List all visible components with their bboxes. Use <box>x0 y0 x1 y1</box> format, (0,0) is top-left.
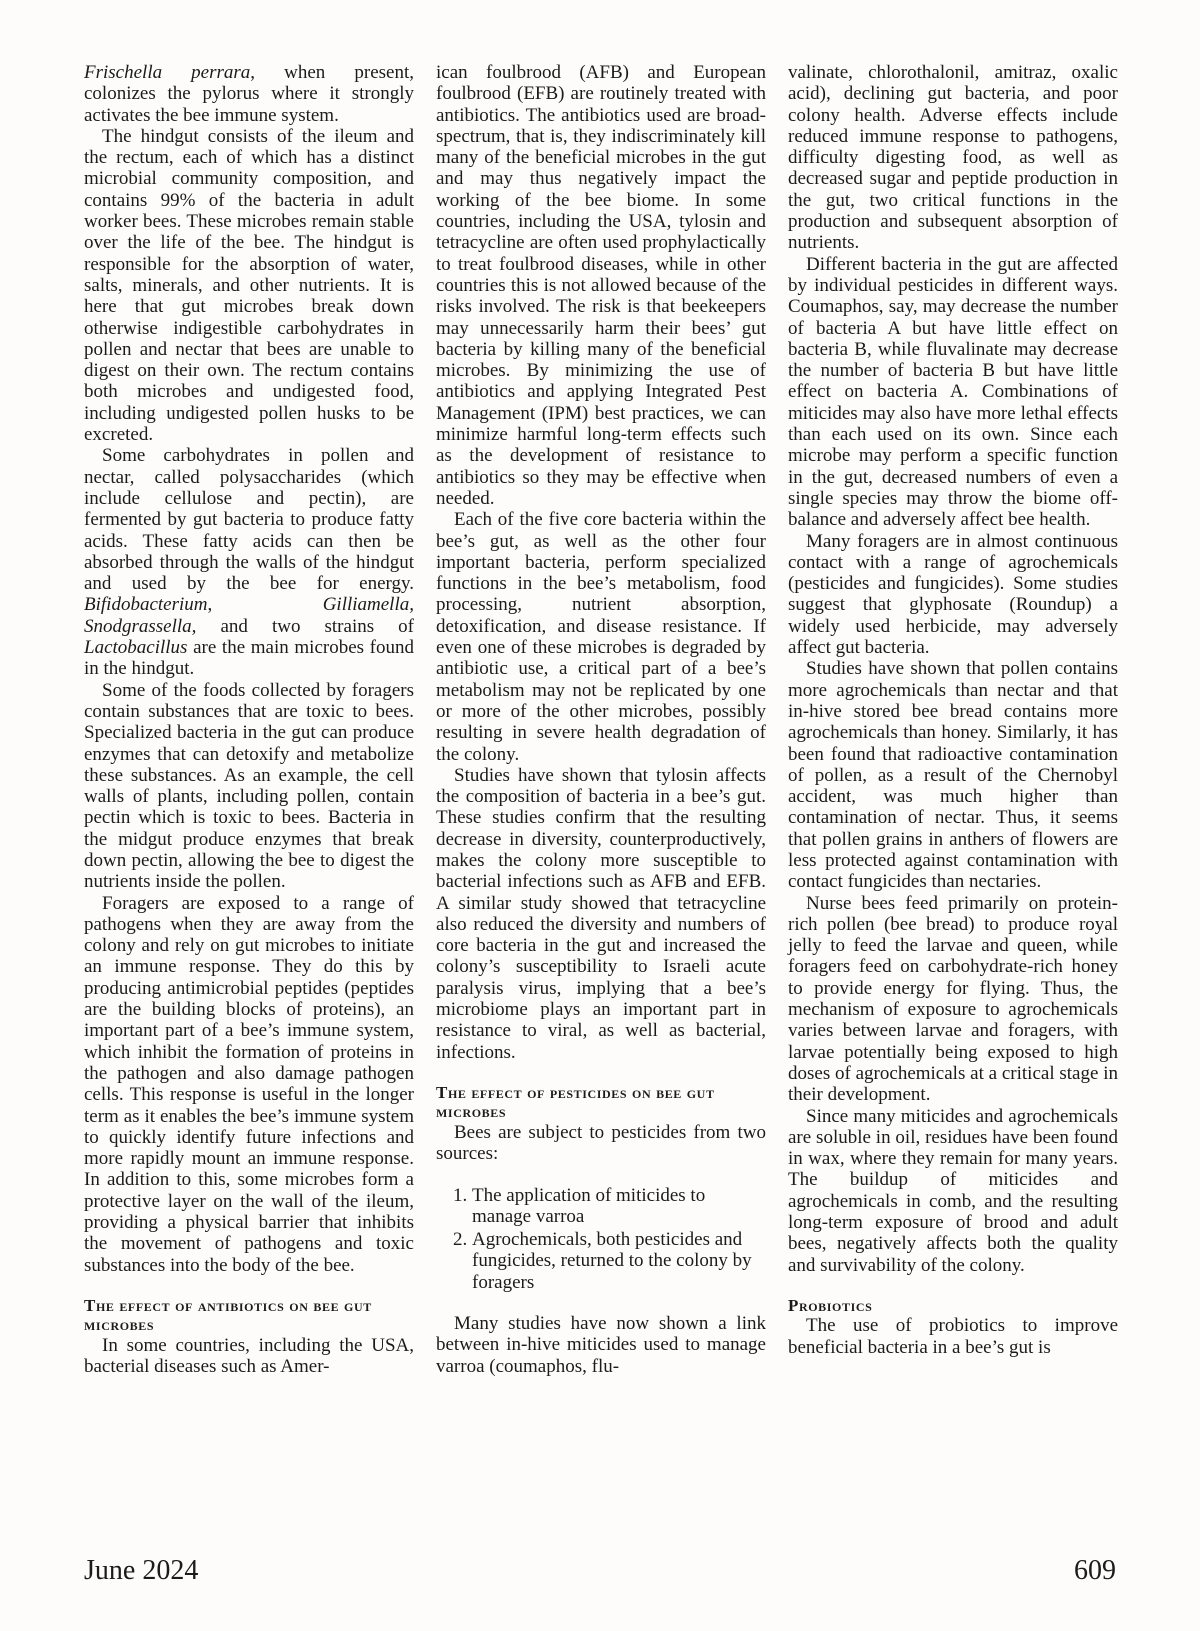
text-column-1 <box>84 62 414 1378</box>
paragraph: Studies have shown that tylosin affects the composition of bacteria in a bee’s gut. These studies confirm that the resulting decrease in diversity, counterproductively, makes the colony more susceptible to bacterial infections such as AFB and EFB. A similar study showed that tetracycline also reduced the diversity and numbers of core bacteria in the gut and increased the colony’s susceptibility to Israeli acute paralysis virus, implying that a bee’s microbiome plays an important part in resistance to viral, as well as bacterial, infections. <box>436 764 766 1063</box>
numbered-list <box>436 1185 766 1293</box>
list-item: 2. Agrochemicals, both pesticides and fungicides, returned to the colony by foragers <box>472 1229 766 1293</box>
paragraph: Nurse bees feed primarily on protein-rich pollen (bee bread) to produce royal jelly to feed the larvae and queen, while foragers feed on carbohydrate-rich honey to provide energy for flying. Thus, the mechanism of exposure to agrochemicals varies between larvae and foragers, with larvae potentially being exposed to high doses of agrochemicals at a critical stage in their development. <box>788 892 1118 1106</box>
issue-date: June 2024 <box>84 1555 199 1586</box>
section-heading-probiotics: Probiotics <box>788 1295 873 1315</box>
paragraph: Different bacteria in the gut are affected by individual pesticides in different ways. Coumaphos, say, may decrease the number of bacteria A but have little effect on bacteria B, while fluvalinate may decrease the number of bacteria B but have little effect on bacteria A. Combinations of miticides may also have more lethal effects than each used on its own. Since each microbe may perform a specific function in the gut, decreased numbers of even a single species may throw the biome off-balance and adversely affect bee health. <box>788 253 1118 531</box>
section-heading-pesticides: The effect of pesticides on bee gut microbes <box>436 1082 715 1122</box>
paragraph: Foragers are exposed to a range of pathogens when they are away from the colony and rely on gut microbes to initiate an immune response. They do this by producing antimicrobial peptides (peptides are the building blocks of proteins), an important part of a bee’s immune system, which inhibit the formation of proteins in the pathogen and also damage pathogen cells. This response is useful in the longer term as it enables the bee’s immune system to quickly identify future infections and more rapidly mount an immune response. In addition to this, some microbes form a protective layer on the wall of the ileum, providing a physical barrier that inhibits the movement of pathogens and toxic substances into the body of the bee. <box>84 892 414 1276</box>
paragraph: In some countries, including the USA, bacterial diseases such as Amer- <box>84 1334 414 1378</box>
paragraph: Many foragers are in almost continuous contact with a range of agrochemicals (pesticides and fungicides). Some studies suggest that glyphosate (Roundup) a widely used herbicide, may adversely affect gut bacteria. <box>788 530 1118 659</box>
species-name: Bifidobacterium <box>84 594 208 616</box>
paragraph: valinate, chlorothalonil, amitraz, oxalic acid), declining gut bacteria, and poor colony health. Adverse effects include reduced immune response to pathogens, difficulty digesting food, as well as decreased sugar and peptide production in the gut, two critical functions in the production and subsequent absorption of nutrients. <box>788 62 1118 254</box>
paragraph: Some carbohydrates in pollen and nectar, called polysaccharides (which include cellulose and pectin), are fermented by gut bacteria to produce fatty acids. These fatty acids can then be absorbed through the walls of the hindgut and used by the bee for energy. Bifidobacterium, Gilliamella, Snodgrassella, and two strains of Lactobacillus are the main microbes found in the hindgut. <box>84 445 414 680</box>
paragraph: The use of probiotics to improve beneficial bacteria in a bee’s gut is <box>788 1315 1118 1358</box>
paragraph: Frischella perrara, when present, colonizes the pylorus where it strongly activates the bee immune system. <box>84 62 414 126</box>
list-item: 1. The application of miticides to manage varroa <box>472 1185 766 1228</box>
page-number: 609 <box>1074 1555 1116 1586</box>
species-name: Frischella perrara <box>84 62 251 83</box>
paragraph: Many studies have now shown a link between in-hive miticides used to manage varroa (coumaphos, flu- <box>436 1313 766 1377</box>
species-name: Gilliamella, Snodgrassella, <box>84 594 414 637</box>
paragraph: Bees are subject to pesticides from two sources: <box>436 1121 766 1165</box>
paragraph: ican foulbrood (AFB) and European foulbrood (EFB) are routinely treated with antibiotics. The antibiotics used are broad-spectrum, that is, they indiscriminately kill many of the beneficial microbes in the gut and may thus negatively impact the working of the bee biome. In some countries, including the USA, tylosin and tetracycline are often used prophylactically to treat foulbrood diseases, while in other countries this is not allowed because of the risks involved. The risk is that beekeepers may unnecessarily harm their bees’ gut bacteria by killing many of the beneficial microbes. By minimizing the use of antibiotics and applying Integrated Pest Management (IPM) best practices, we can minimize harmful long-term effects such as the development of resistance to antibiotics so they may be effective when needed. <box>436 62 766 509</box>
paragraph: Since many miticides and agrochemicals are soluble in oil, residues have been found in wax, where they remain for many years. The buildup of miticides and agrochemicals in comb, and the resulting long-term exposure of brood and adult bees, negatively affects both the quality and survivability of the colony. <box>788 1105 1118 1276</box>
section-heading-antibiotics: The effect of antibiotics on bee gut microbes <box>84 1295 372 1335</box>
text-column-3 <box>788 62 1118 1358</box>
text-column-2 <box>436 62 766 1377</box>
paragraph: Some of the foods collected by foragers contain substances that are toxic to bees. Specialized bacteria in the gut can produce enzymes that can detoxify and metabolize these substances. As an example, the cell walls of plants, including pollen, contain pectin which is toxic to bees. Bacteria in the midgut produce enzymes that break down pectin, allowing the bee to digest the nutrients inside the pollen. <box>84 679 414 893</box>
paragraph: Studies have shown that pollen contains more agrochemicals than nectar and that in-hive stored bee bread contains more agrochemicals than honey. Similarly, it has been found that radioactive contamination of pollen, as a result of the Chernobyl accident, was much higher than contamination of nectar. Thus, it seems that pollen grains in anthers of flowers are less protected against contamination with contact fungicides than nectaries. <box>788 658 1118 893</box>
paragraph: The hindgut consists of the ileum and the rectum, each of which has a distinct microbial community composition, and contains 99% of the bacteria in adult worker bees. These microbes remain stable over the life of the bee. The hindgut is responsible for the absorption of water, salts, minerals, and other nutrients. It is here that gut microbes break down otherwise indigestible carbohydrates in pollen and nectar that bees are unable to digest on their own. The rectum contains both microbes and undigested food, including undigested pollen husks to be excreted. <box>84 125 414 446</box>
species-name: Lactobacillus <box>84 637 188 659</box>
paragraph: Each of the five core bacteria within the bee’s gut, as well as the other four important bacteria, perform specialized functions in the bee’s metabolism, food processing, nutrient absorption, detoxification, and disease resistance. If even one of these microbes is degraded by antibiotic use, a critical part of a bee’s metabolism may not be replicated by one or more of the other microbes, possibly resulting in severe health degradation of the colony. <box>436 509 766 765</box>
